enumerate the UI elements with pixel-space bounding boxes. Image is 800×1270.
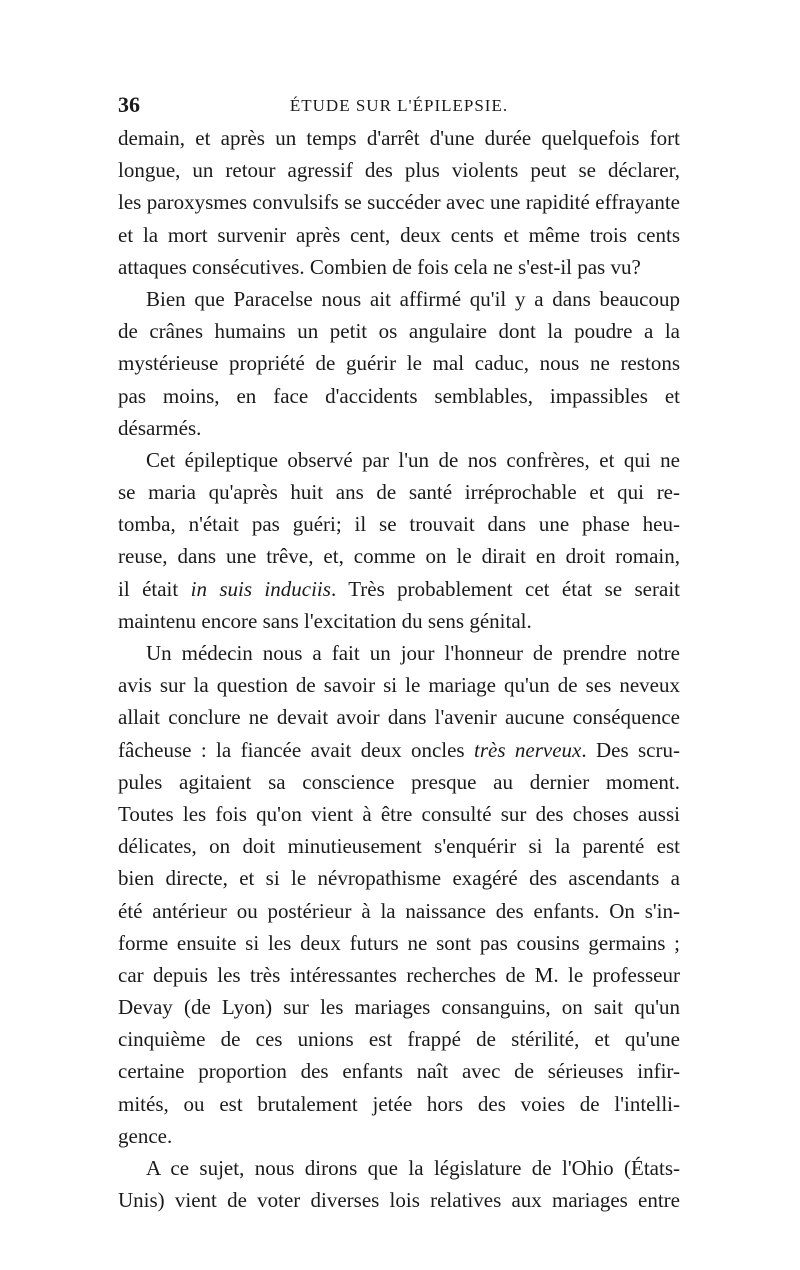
text-line: délicates, on doit minutieusement s'enquérir si la parenté est (118, 834, 680, 859)
text-line: avis sur la question de savoir si le mariage qu'un de ses neveux (118, 673, 680, 698)
text-line: forme ensuite si les deux futurs ne sont pas cousins germains ; (118, 930, 680, 955)
text-line: pules agitaient sa conscience presque au dernier moment. (118, 769, 680, 794)
running-title: ÉTUDE SUR L'ÉPILEPSIE. (289, 96, 509, 115)
text-line: demain, et après un temps d'arrêt d'une durée quelquefois fort (118, 126, 680, 150)
text-line: de crânes humains un petit os angulaire dont la poudre a la (118, 319, 680, 344)
text-line: se maria qu'après huit ans de santé irréprochable et qui re- (118, 480, 680, 505)
text-line: mités, ou est brutalement jetée hors des voies de l'intelli- (118, 1091, 680, 1116)
text-line: Un médecin nous a fait un jour l'honneur de prendre notre (146, 641, 680, 665)
body-text (118, 122, 680, 1216)
text-line: Devay (de Lyon) sur les mariages consanguins, on sait qu'un (118, 995, 680, 1020)
text-line: été antérieur ou postérieur à la naissance des enfants. On s'in- (118, 898, 680, 923)
text-line: il était in suis induciis. Très probablement cet état se serait (118, 576, 680, 601)
text-line: certaine proportion des enfants naît avec de sérieuses infir- (118, 1059, 680, 1084)
text-line: gence. (118, 1123, 173, 1148)
text-line: attaques consécutives. Combien de fois cela ne s'est-il pas vu? (118, 254, 641, 279)
text-line: maintenu encore sans l'excitation du sens génital. (118, 608, 532, 633)
text-line: Bien que Paracelse nous ait affirmé qu'il y a dans beaucoup (146, 286, 680, 311)
text-line: fâcheuse : la fiancée avait deux oncles très nerveux. Des scru- (118, 737, 680, 762)
text-line: Toutes les fois qu'on vient à être consulté sur des choses aussi (118, 801, 680, 826)
text-line: Unis) vient de voter diverses lois relatives aux mariages entre (118, 1188, 680, 1213)
text-line: cinquième de ces unions est frappé de stérilité, et qu'une (118, 1027, 680, 1052)
text-line: désarmés. (118, 415, 202, 440)
text-line: et la mort survenir après cent, deux cents et même trois cents (118, 222, 680, 247)
page-header (118, 92, 680, 122)
text-line: A ce sujet, nous dirons que la législature de l'Ohio (États- (146, 1156, 680, 1180)
text-line: tomba, n'était pas guéri; il se trouvait dans une phase heu- (118, 512, 680, 537)
text-line: les paroxysmes convulsifs se succéder avec une rapidité effrayante (118, 190, 680, 215)
text-line: pas moins, en face d'accidents semblables, impassibles et (118, 383, 680, 408)
text-line: mystérieuse propriété de guérir le mal caduc, nous ne restons (118, 351, 680, 376)
text-line: car depuis les très intéressantes recherches de M. le professeur (118, 962, 680, 987)
text-line: bien directe, et si le névropathisme exagéré des ascendants a (118, 866, 680, 891)
page-number: 36 (118, 92, 140, 117)
text-line: reuse, dans une trêve, et, comme on le dirait en droit romain, (118, 544, 680, 569)
text-line: Cet épileptique observé par l'un de nos confrères, et qui ne (146, 447, 680, 472)
text-line: longue, un retour agressif des plus violents peut se déclarer, (118, 158, 680, 183)
text-line: allait conclure ne devait avoir dans l'avenir aucune conséquence (118, 705, 680, 730)
